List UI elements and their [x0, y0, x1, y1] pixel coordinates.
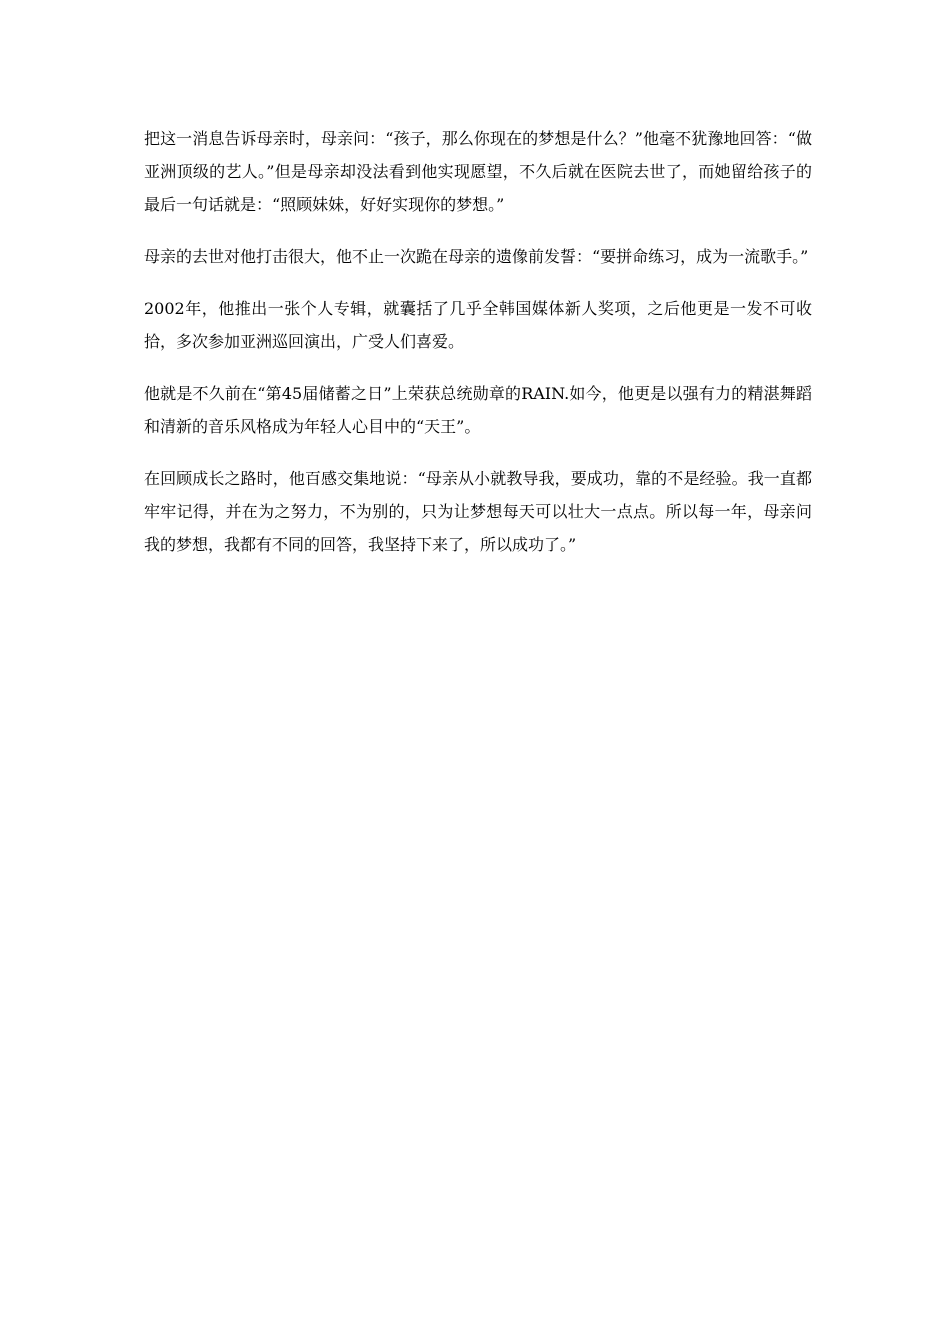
- paragraph-5: 在回顾成长之路时，他百感交集地说：“母亲从小就教导我，要成功，靠的不是经验。我一直都牢牢记得，并在为之努力，不为别的，只为让梦想每天可以壮大一点点。所以每一年，母亲问我的梦想，我都有不同的回答，我坚持下来了，所以成功了。”: [144, 469, 812, 554]
- paragraph-1: 把这一消息告诉母亲时，母亲问：“孩子，那么你现在的梦想是什么？”他毫不犹豫地回答：“做亚洲顶级的艺人。”但是母亲却没法看到他实现愿望，不久后就在医院去世了，而她留给孩子的最后一句话就是：“照顾妹妹，好好实现你的梦想。”: [144, 129, 812, 214]
- paragraph-4: 他就是不久前在“第45届储蓄之日”上荣获总统勋章的RAIN.如今，他更是以强有力的精湛舞蹈和清新的音乐风格成为年轻人心目中的“天王”。: [144, 384, 812, 436]
- document-body: [144, 122, 812, 580]
- paragraph-3: 2002年，他推出一张个人专辑，就囊括了几乎全韩国媒体新人奖项，之后他更是一发不可收拾，多次参加亚洲巡回演出，广受人们喜爱。: [144, 299, 812, 351]
- paragraph-2: 母亲的去世对他打击很大，他不止一次跪在母亲的遗像前发誓：“要拼命练习，成为一流歌手。”: [144, 247, 809, 266]
